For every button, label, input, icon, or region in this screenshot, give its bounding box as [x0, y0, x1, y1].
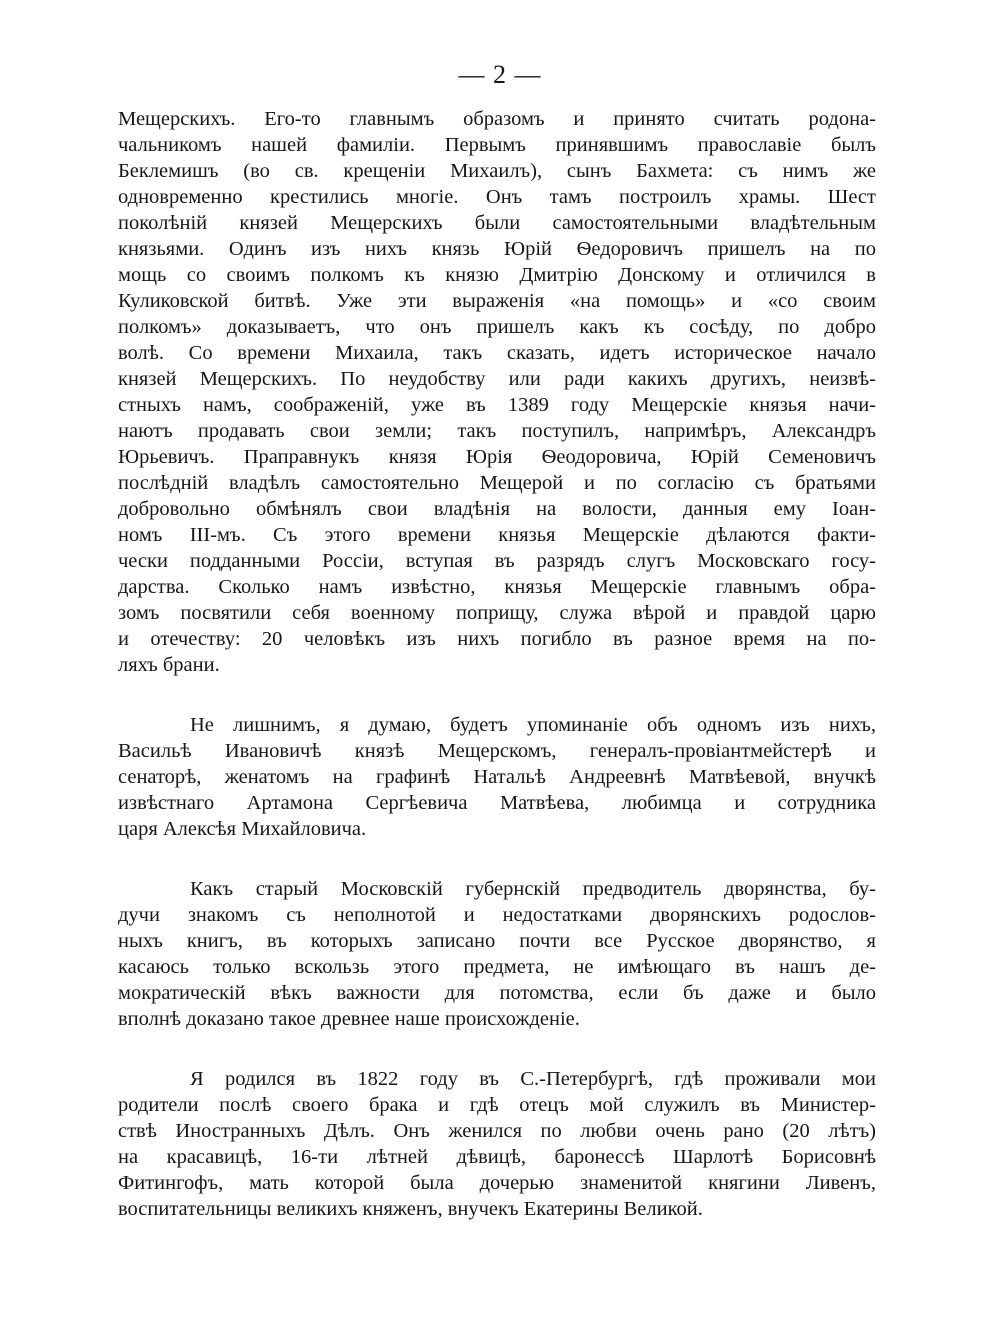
text-line: Я родился въ 1822 году въ С.-Петербургѣ, гдѣ проживали мои — [190, 1068, 876, 1090]
text-line: Не лишнимъ, я думаю, будетъ упоминаніе объ одномъ изъ нихъ, — [190, 714, 876, 736]
text-line: волѣ. Со времени Михаила, такъ сказать, идетъ историческое начало — [118, 342, 876, 364]
text-line: Васильѣ Ивановичѣ князѣ Мещерскомъ, генералъ-провіантмейстерѣ и — [118, 740, 876, 762]
text-line: полкомъ» доказываетъ, что онъ пришелъ какъ къ сосѣду, по добро — [118, 316, 876, 338]
text-line: извѣстнаго Артамона Сергѣевича Матвѣева, любимца и сотрудника — [118, 792, 876, 814]
text-line: чальникомъ нашей фамиліи. Первымъ принявшимъ православіе былъ — [118, 134, 876, 156]
paragraph-1 — [118, 106, 876, 678]
text-line: послѣдній владѣлъ самостоятельно Мещерой и по согласію съ братьями — [118, 472, 876, 494]
page-number: — 2 — — [458, 60, 542, 89]
text-line: Какъ старый Московскій губернскій предводитель дворянства, бу- — [190, 878, 876, 900]
text-line: Фитингофъ, мать которой была дочерью знаменитой княгини Ливенъ, — [118, 1172, 876, 1194]
text-line: ныхъ книгъ, въ которыхъ записано почти все Русское дворянство, я — [118, 930, 876, 952]
paragraph-3 — [118, 876, 876, 1032]
text-line: Беклемишъ (во св. крещеніи Михаилъ), сынъ Бахмета: съ нимъ же — [118, 160, 876, 182]
paragraph-4 — [118, 1066, 876, 1222]
text-line: родители послѣ своего брака и гдѣ отецъ мой служилъ въ Министер- — [118, 1094, 876, 1116]
text-line: ствѣ Иностранныхъ Дѣлъ. Онъ женился по любви очень рано (20 лѣтъ) — [118, 1120, 876, 1142]
text-line: воспитательницы великихъ княженъ, внучекъ Екатерины Великой. — [118, 1198, 703, 1220]
text-line: вполнѣ доказано такое древнее наше происхожденіе. — [118, 1008, 580, 1030]
text-line: царя Алексѣя Михайловича. — [118, 818, 367, 840]
page-body-text — [118, 106, 876, 1222]
text-line: добровольно обмѣнялъ свои владѣнія на волости, данныя ему Іоан- — [118, 498, 876, 520]
text-line: зомъ посвятили себя военному поприщу, служа вѣрой и правдой царю — [118, 602, 876, 624]
text-line: Куликовской битвѣ. Уже эти выраженія «на помощь» и «со своим — [118, 290, 876, 312]
paragraph-2 — [118, 712, 876, 842]
text-line: князьями. Одинъ изъ нихъ князь Юрій Ѳедоровичъ пришелъ на по — [118, 238, 876, 260]
paragraph-gap — [118, 678, 876, 712]
text-line: дарства. Сколько намъ извѣстно, князья Мещерскіе главнымъ обра- — [118, 576, 876, 598]
text-line: Юрьевичъ. Праправнукъ князя Юрія Ѳеодоровича, Юрій Семеновичъ — [118, 446, 876, 468]
text-line: ляхъ брани. — [118, 654, 220, 676]
text-line: мощь со своимъ полкомъ къ князю Дмитрію Донскому и отличился в — [118, 264, 876, 286]
paragraph-gap — [118, 1032, 876, 1066]
text-line: князей Мещерскихъ. По неудобству или ради какихъ другихъ, неизвѣ- — [118, 368, 876, 390]
text-line: на красавицѣ, 16-ти лѣтней дѣвицѣ, баронессѣ Шарлотѣ Борисовнѣ — [118, 1146, 876, 1168]
text-line: дучи знакомъ съ неполнотой и недостатками дворянскихъ родослов- — [118, 904, 876, 926]
text-line: мократическій вѣкъ важности для потомства, если бъ даже и было — [118, 982, 876, 1004]
text-line: сенаторѣ, женатомъ на графинѣ Натальѣ Андреевнѣ Матвѣевой, внучкѣ — [118, 766, 876, 788]
text-line: стныхъ намъ, соображеній, уже въ 1389 году Мещерскіе князья начи- — [118, 394, 876, 416]
text-line: одновременно крестились многіе. Онъ тамъ построилъ храмы. Шест — [118, 186, 876, 208]
text-line: наютъ продавать свои земли; такъ поступилъ, напримѣръ, Александръ — [118, 420, 876, 442]
text-line: чески подданными Россіи, вступая въ разрядъ слугъ Московскаго госу- — [118, 550, 876, 572]
paragraph-gap — [118, 842, 876, 876]
text-line: Мещерскихъ. Его-то главнымъ образомъ и принято считать родона- — [118, 108, 876, 130]
text-line: номъ III-мъ. Съ этого времени князья Мещерскіе дѣлаются факти- — [118, 524, 876, 546]
text-line: касаюсь только вскользь этого предмета, не имѣющаго въ нашъ де- — [118, 956, 876, 978]
text-line: поколѣній князей Мещерскихъ были самостоятельными владѣтельным — [118, 212, 876, 234]
text-line: и отечеству: 20 человѣкъ изъ нихъ погибло въ разное время на по- — [118, 628, 876, 650]
